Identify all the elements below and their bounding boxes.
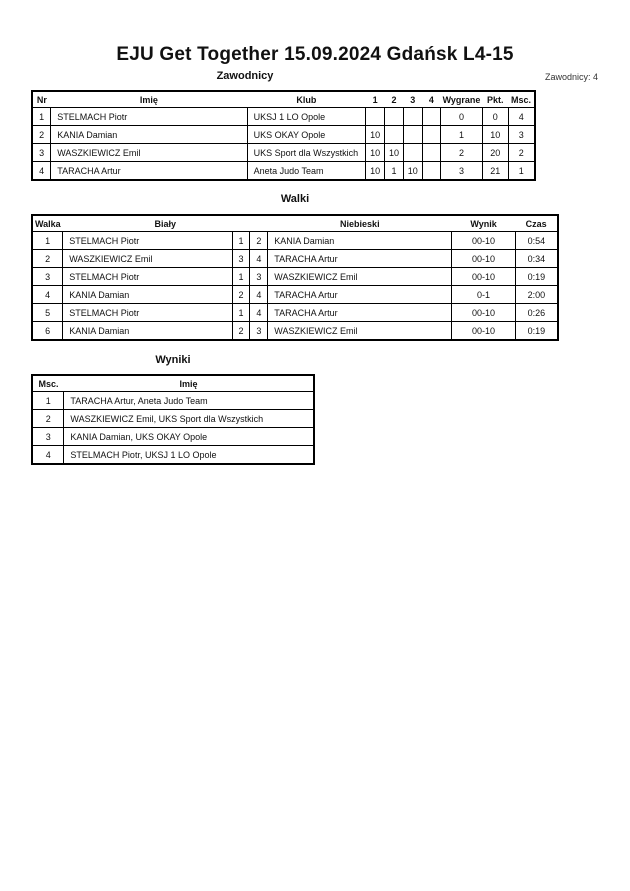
competitor-count: Zawodnicy: 4 — [544, 72, 598, 82]
table-cell: 0:19 — [515, 322, 558, 341]
table-cell: 2:00 — [515, 286, 558, 304]
table-cell: TARACHA Artur — [268, 304, 452, 322]
table-cell: STELMACH Piotr — [63, 304, 232, 322]
column-header: Nr — [32, 91, 51, 108]
table-cell — [366, 108, 385, 126]
table-cell: 10 — [366, 144, 385, 162]
table-cell: 2 — [32, 250, 63, 268]
table-cell: 00-10 — [452, 268, 515, 286]
column-header: 3 — [403, 91, 422, 108]
table-cell: 0:34 — [515, 250, 558, 268]
column-header: Walka — [32, 215, 63, 232]
table-cell: TARACHA Artur — [268, 250, 452, 268]
fight-row — [32, 250, 558, 268]
competitors-heading: Zawodnicy — [216, 70, 274, 82]
table-cell — [422, 126, 440, 144]
table-cell: 1 — [232, 268, 250, 286]
table-cell: 2 — [508, 144, 535, 162]
table-cell: 3 — [250, 268, 268, 286]
competitor-row — [32, 162, 535, 181]
table-cell: 1 — [32, 232, 63, 250]
fight-row — [32, 232, 558, 250]
table-cell: Aneta Judo Team — [247, 162, 366, 181]
results-heading: Wyniki — [155, 354, 191, 366]
table-cell: 4 — [250, 250, 268, 268]
table-cell: 4 — [32, 162, 51, 181]
column-header: Klub — [247, 91, 366, 108]
table-cell: WASZKIEWICZ Emil — [63, 250, 232, 268]
competitors-table — [31, 90, 536, 181]
fights-table — [31, 214, 559, 341]
table-cell — [385, 108, 404, 126]
table-cell: 1 — [232, 304, 250, 322]
table-cell: KANIA Damian — [63, 322, 232, 341]
table-cell — [403, 108, 422, 126]
result-row — [32, 428, 314, 446]
fight-row — [32, 322, 558, 341]
table-cell: 0:19 — [515, 268, 558, 286]
table-cell: 0-1 — [452, 286, 515, 304]
table-cell: 3 — [32, 144, 51, 162]
table-cell: 0 — [482, 108, 508, 126]
table-cell — [422, 162, 440, 181]
table-cell: TARACHA Artur — [51, 162, 247, 181]
fight-row — [32, 304, 558, 322]
table-cell: 10 — [482, 126, 508, 144]
table-cell: 1 — [508, 162, 535, 181]
table-cell: STELMACH Piotr — [63, 232, 232, 250]
table-cell: 00-10 — [452, 250, 515, 268]
table-cell: 4 — [32, 446, 64, 465]
table-cell — [422, 144, 440, 162]
table-cell: 2 — [32, 126, 51, 144]
table-cell: 1 — [32, 108, 51, 126]
table-cell: 10 — [403, 162, 422, 181]
table-cell: 4 — [250, 286, 268, 304]
table-cell: 10 — [385, 144, 404, 162]
table-cell: 00-10 — [452, 232, 515, 250]
table-cell: 00-10 — [452, 304, 515, 322]
competitor-row — [32, 108, 535, 126]
table-cell — [403, 126, 422, 144]
table-cell: UKS OKAY Opole — [247, 126, 366, 144]
page-title: EJU Get Together 15.09.2024 Gdańsk L4-15 — [116, 44, 514, 65]
column-header: Imię — [51, 91, 247, 108]
table-cell: 2 — [232, 286, 250, 304]
column-header: Wynik — [452, 215, 515, 232]
table-cell: 4 — [32, 286, 63, 304]
table-cell — [422, 108, 440, 126]
table-cell: 1 — [441, 126, 483, 144]
table-cell — [385, 126, 404, 144]
column-header: Msc. — [32, 375, 64, 392]
table-cell: 10 — [366, 126, 385, 144]
table-cell: WASZKIEWICZ Emil — [268, 268, 452, 286]
table-cell: STELMACH Piotr, UKSJ 1 LO Opole — [64, 446, 314, 465]
fight-row — [32, 286, 558, 304]
table-cell: 0:54 — [515, 232, 558, 250]
table-cell: TARACHA Artur — [268, 286, 452, 304]
table-cell: 5 — [32, 304, 63, 322]
table-cell: 3 — [508, 126, 535, 144]
table-cell: 0:26 — [515, 304, 558, 322]
table-cell: 3 — [32, 268, 63, 286]
table-cell: 0 — [441, 108, 483, 126]
table-cell: 2 — [232, 322, 250, 341]
table-cell: 3 — [441, 162, 483, 181]
table-cell: 3 — [32, 428, 64, 446]
column-header: Msc. — [508, 91, 535, 108]
table-cell: KANIA Damian, UKS OKAY Opole — [64, 428, 314, 446]
fight-row — [32, 268, 558, 286]
column-header: Imię — [64, 375, 314, 392]
table-cell: 00-10 — [452, 322, 515, 341]
column-header: Czas — [515, 215, 558, 232]
results-table — [31, 374, 315, 465]
table-cell: UKS Sport dla Wszystkich — [247, 144, 366, 162]
fights-heading: Walki — [280, 193, 310, 205]
table-cell: 4 — [250, 304, 268, 322]
table-cell: 1 — [32, 392, 64, 410]
table-cell: WASZKIEWICZ Emil — [51, 144, 247, 162]
column-header: 1 — [366, 91, 385, 108]
table-cell: 2 — [250, 232, 268, 250]
column-header: 2 — [385, 91, 404, 108]
table-cell: 1 — [385, 162, 404, 181]
column-header: Biały — [63, 215, 268, 232]
table-cell: KANIA Damian — [268, 232, 452, 250]
result-row — [32, 410, 314, 428]
table-cell: 3 — [232, 250, 250, 268]
table-cell: STELMACH Piotr — [63, 268, 232, 286]
table-cell: 6 — [32, 322, 63, 341]
column-header: Wygrane — [441, 91, 483, 108]
table-cell: UKSJ 1 LO Opole — [247, 108, 366, 126]
table-cell: KANIA Damian — [63, 286, 232, 304]
column-header: 4 — [422, 91, 440, 108]
table-cell: STELMACH Piotr — [51, 108, 247, 126]
table-cell: 4 — [508, 108, 535, 126]
column-header: Niebieski — [268, 215, 452, 232]
table-cell: WASZKIEWICZ Emil — [268, 322, 452, 341]
table-cell: TARACHA Artur, Aneta Judo Team — [64, 392, 314, 410]
table-cell: WASZKIEWICZ Emil, UKS Sport dla Wszystkich — [64, 410, 314, 428]
result-row — [32, 446, 314, 465]
table-cell: 3 — [250, 322, 268, 341]
table-cell: 2 — [32, 410, 64, 428]
table-cell: KANIA Damian — [51, 126, 247, 144]
column-header: Pkt. — [482, 91, 508, 108]
table-cell: 21 — [482, 162, 508, 181]
table-cell: 20 — [482, 144, 508, 162]
table-cell: 2 — [441, 144, 483, 162]
table-cell: 10 — [366, 162, 385, 181]
result-row — [32, 392, 314, 410]
table-cell: 1 — [232, 232, 250, 250]
competitor-row — [32, 126, 535, 144]
competitor-row — [32, 144, 535, 162]
table-cell — [403, 144, 422, 162]
